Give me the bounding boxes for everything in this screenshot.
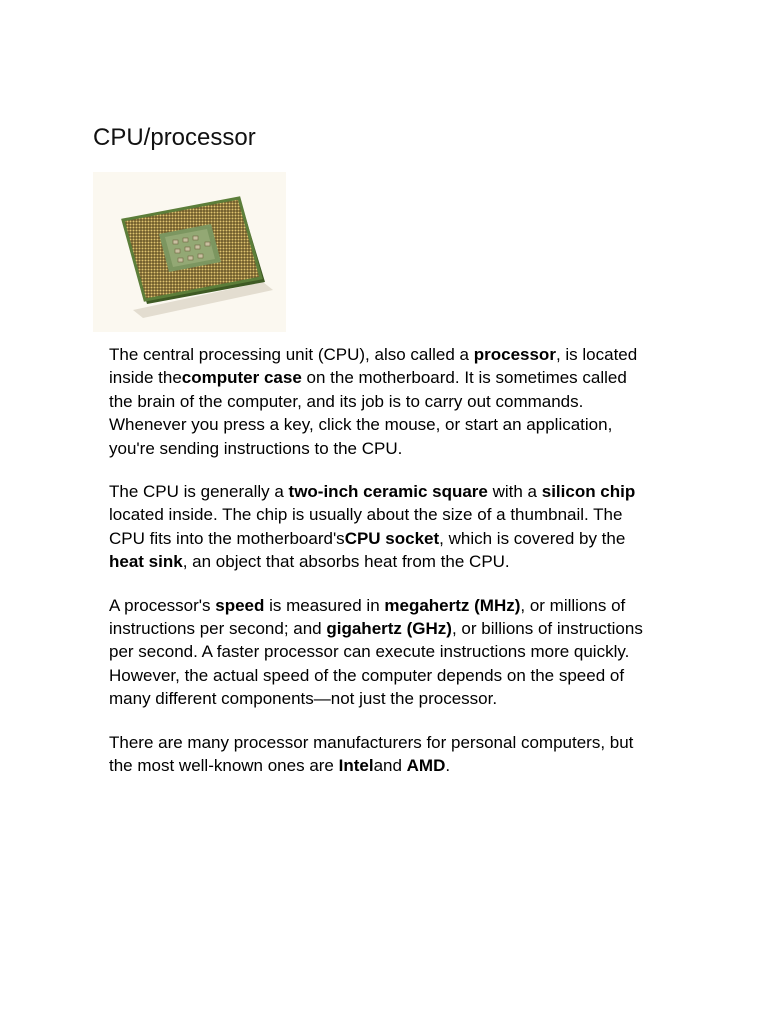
term-gigahertz: gigahertz (GHz) <box>326 619 452 639</box>
term-intel: Intel <box>338 756 374 776</box>
text-run: , or billions of instructions per second. A faster processor can execute instructions more quickly. However, the actual speed of the computer depends on the speed of many different components—not just the processor. <box>109 619 643 709</box>
text-run: , an object that absorbs heat from the CPU. <box>182 552 510 572</box>
text-run: There are many processor manufacturers for personal computers, but the most well-known ones are <box>109 732 634 776</box>
text-run: , or millions of instructions per second; and <box>109 595 626 639</box>
term-silicon-chip: silicon chip <box>541 482 636 502</box>
text-run: located inside. The chip is usually about the size of a thumbnail. The CPU fits into the motherboard's <box>109 505 623 548</box>
text-run: , which is covered by the <box>439 528 626 548</box>
text-run: . <box>445 756 451 776</box>
term-speed: speed <box>215 595 265 615</box>
text-run: The central processing unit (CPU), also called a <box>109 345 474 364</box>
term-cpu-socket: CPU socket <box>344 528 440 548</box>
cpu-processor-photo <box>93 172 286 332</box>
page-title: CPU/processor <box>93 124 256 151</box>
term-computer-case: computer case <box>181 368 302 388</box>
text-run: and <box>373 756 407 776</box>
text-run: is measured in <box>264 595 385 615</box>
text-run: on the motherboard. It is sometimes called the brain of the computer, and its job is to carry out commands. Whenever you press a key, click the mouse, or start an application, you're sending instructions to the CPU. <box>109 368 627 458</box>
text-run: The CPU is generally a <box>109 482 289 502</box>
term-ceramic-square: two-inch ceramic square <box>288 482 488 502</box>
text-run: A processor's <box>109 595 216 615</box>
paragraph-cpu-manufacturers <box>109 731 654 778</box>
paragraph-cpu-speed <box>109 594 654 711</box>
paragraph-cpu-intro <box>109 343 654 460</box>
term-amd: AMD <box>406 756 446 776</box>
term-megahertz: megahertz (MHz) <box>384 595 521 615</box>
cpu-chip-icon <box>93 172 286 332</box>
text-run: with a <box>487 482 542 502</box>
article-body <box>109 343 654 798</box>
paragraph-cpu-physical <box>109 480 654 574</box>
term-heat-sink: heat sink <box>109 552 183 572</box>
text-run: , is located inside the <box>109 345 638 388</box>
term-processor: processor <box>473 345 556 364</box>
